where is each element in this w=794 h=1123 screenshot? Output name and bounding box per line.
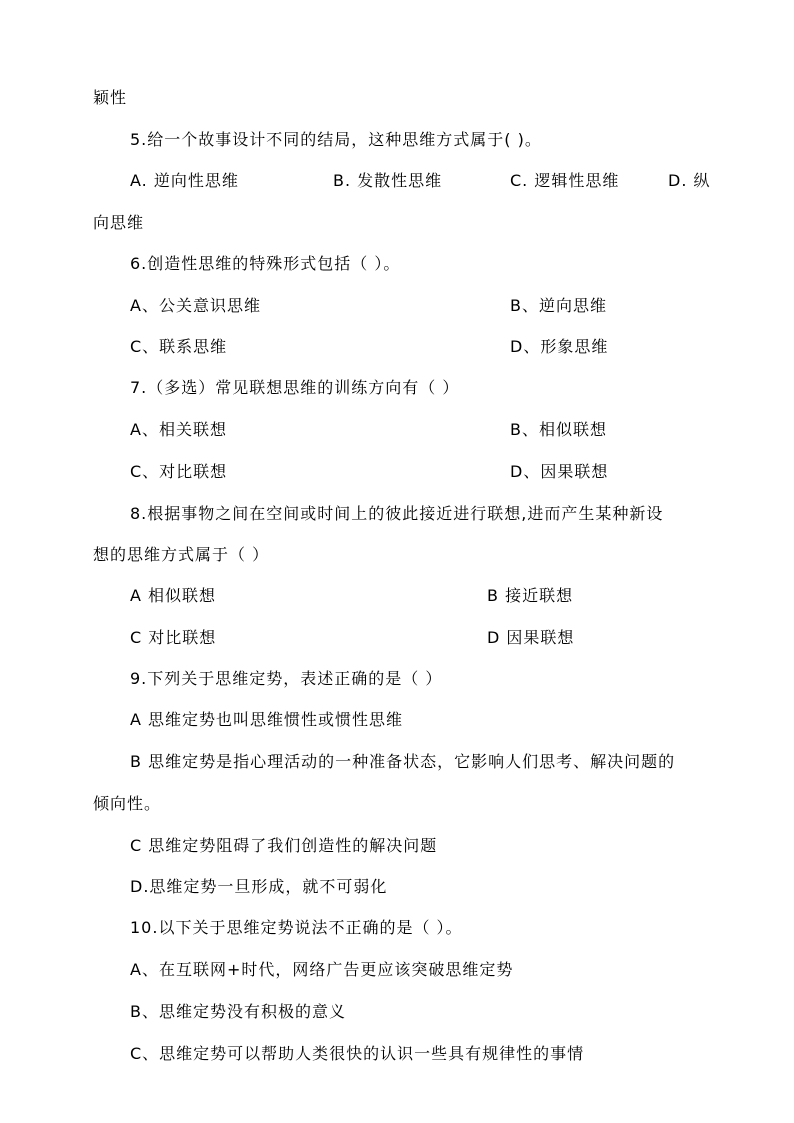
question-8: 8.根据事物之间在空间或时间上的彼此接近进行联想,进而产生某种新设: [130, 504, 664, 523]
question-10: 10.以下关于思维定势说法不正确的是（ ）。: [130, 918, 463, 937]
question-8-continued: 想的思维方式属于（ ）: [93, 545, 270, 564]
q7-option-c: C、对比联想: [130, 462, 228, 481]
q5-option-d: D. 纵: [668, 171, 711, 190]
q5-option-c: C. 逻辑性思维: [510, 171, 620, 190]
q8-option-a: A 相似联想: [130, 586, 217, 605]
q9-option-c: C 思维定势阻碍了我们创造性的解决问题: [130, 836, 438, 855]
q9-option-d: D.思维定势一旦形成，就不可弱化: [130, 877, 388, 896]
q6-option-b: B、逆向思维: [510, 296, 607, 315]
q5-option-b: B. 发散性思维: [333, 171, 443, 190]
q8-option-d: D 因果联想: [487, 628, 575, 647]
q10-option-a: A、在互联网+时代，网络广告更应该突破思维定势: [130, 960, 514, 979]
q7-option-b: B、相似联想: [510, 420, 607, 439]
q6-option-a: A、公关意识思维: [130, 296, 261, 315]
q10-option-b: B、思维定势没有积极的意义: [130, 1002, 346, 1021]
q5-option-a: A. 逆向性思维: [130, 171, 239, 190]
q9-option-b-continued: 倾向性。: [93, 794, 162, 813]
question-6: 6.创造性思维的特殊形式包括（ ）。: [130, 254, 401, 273]
question-5: 5.给一个故事设计不同的结局，这种思维方式属于( )。: [130, 130, 542, 149]
question-9: 9.下列关于思维定势，表述正确的是（ ）: [130, 669, 443, 688]
q9-option-a: A 思维定势也叫思维惯性或惯性思维: [130, 710, 404, 729]
q7-option-a: A、相关联想: [130, 420, 227, 439]
question-7: 7.（多选）常见联想思维的训练方向有（ ）: [130, 378, 460, 397]
q10-option-c: C、思维定势可以帮助人类很快的认识一些具有规律性的事情: [130, 1044, 585, 1063]
q8-option-b: B 接近联想: [487, 586, 574, 605]
q8-option-c: C 对比联想: [130, 628, 217, 647]
continued-option-text: 颖性: [93, 88, 128, 107]
q7-option-d: D、因果联想: [510, 462, 609, 481]
q6-option-c: C、联系思维: [130, 337, 228, 356]
q9-option-b: B 思维定势是指心理活动的一种准备状态，它影响人们思考、解决问题的: [130, 752, 676, 771]
q6-option-d: D、形象思维: [510, 337, 609, 356]
q5-option-d-continued: 向思维: [93, 213, 145, 232]
